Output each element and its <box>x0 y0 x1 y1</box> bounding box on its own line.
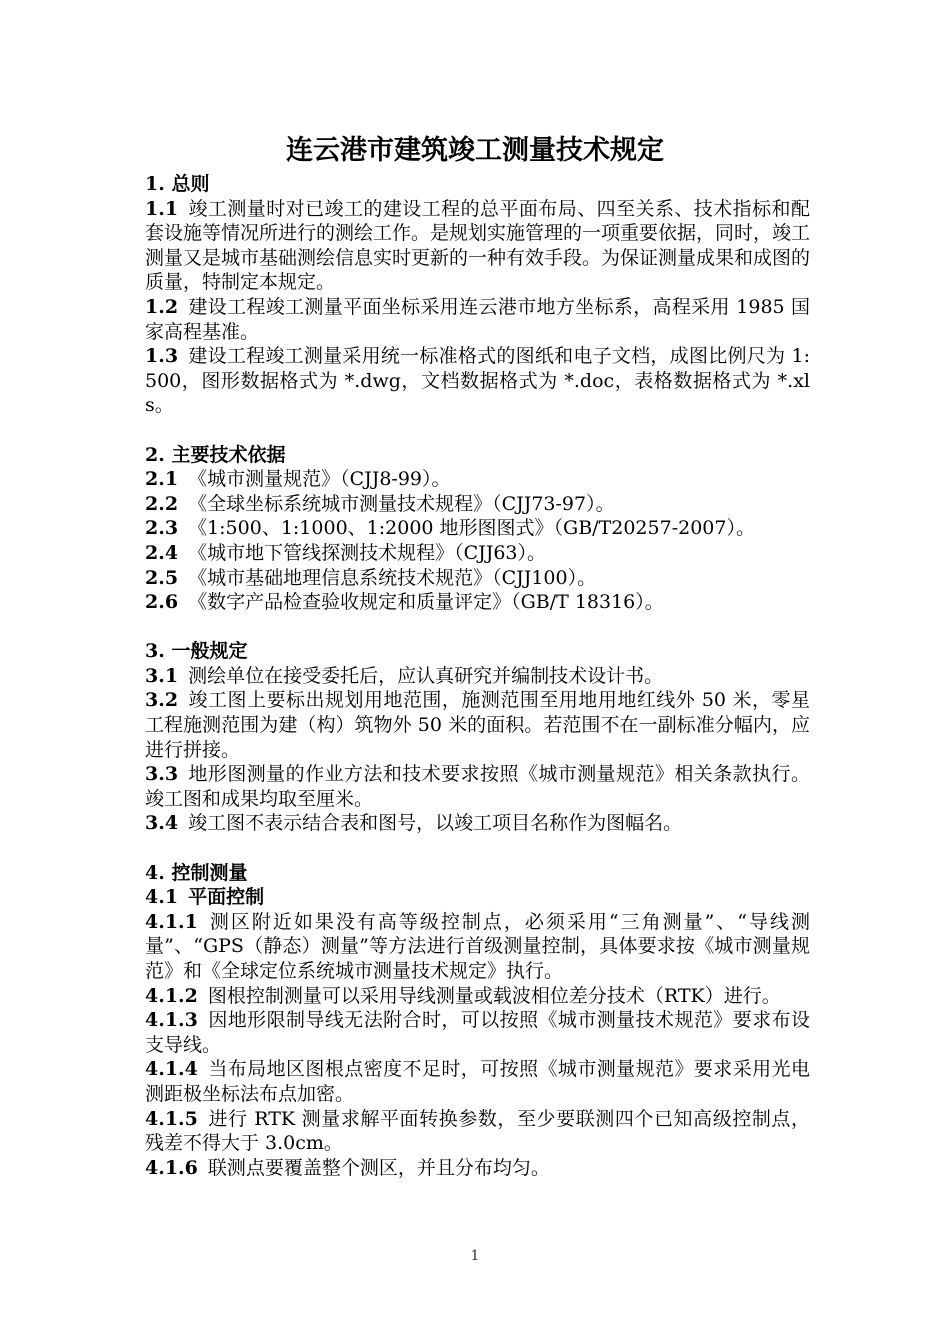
clause-number: 3.4 <box>145 812 179 835</box>
clause-number: 1.1 <box>145 197 179 220</box>
document-body <box>145 172 810 1180</box>
clause-text: 联测点要覆盖整个测区，并且分布均匀。 <box>207 1156 550 1179</box>
subsection-4-1 <box>145 885 810 910</box>
paragraph-4-1-4 <box>145 1057 810 1106</box>
clause-number: 2.2 <box>145 492 179 515</box>
paragraph-2-4 <box>145 541 810 566</box>
clause-number: 3.2 <box>145 689 179 712</box>
clause-text: 建设工程竣工测量平面坐标采用连云港市地方坐标系，高程采用 1985 国家高程基准。 <box>145 295 810 343</box>
clause-text: 《城市地下管线探测技术规程》（CJJ63）。 <box>188 541 547 564</box>
subsection-heading: 平面控制 <box>188 886 265 909</box>
clause-number: 4.1.4 <box>145 1058 198 1081</box>
paragraph-1-3 <box>145 344 810 418</box>
paragraph-3-1 <box>145 664 810 689</box>
clause-text: 《城市测量规范》（CJJ8-99）。 <box>188 468 451 491</box>
clause-number: 2.3 <box>145 517 179 540</box>
clause-number: 1.3 <box>145 345 179 368</box>
clause-text: 地形图测量的作业方法和技术要求按照《城市测量规范》相关条款执行。竣工图和成果均取至厘米。 <box>145 763 810 810</box>
paragraph-3-3 <box>145 762 810 811</box>
clause-text: 《1:500、1:1000、1:2000 地形图图式》（GB/T20257-2007）。 <box>188 517 755 540</box>
clause-number: 4.1.2 <box>145 984 198 1007</box>
paragraph-4-1-6 <box>145 1156 810 1181</box>
paragraph-2-1 <box>145 467 810 492</box>
clause-text: 建设工程竣工测量采用统一标准格式的图纸和电子文档，成图比例尺为 1:500，图形数据格式为 *.dwg，文档数据格式为 *.doc，表格数据格式为 *.xls。 <box>145 345 810 417</box>
clause-number: 2.5 <box>145 566 179 589</box>
clause-text: 图根控制测量可以采用导线测量或载波相位差分技术（RTK）进行。 <box>207 984 781 1007</box>
clause-text: 竣工测量时对已竣工的建设工程的总平面布局、四至关系、技术指标和配套设施等情况所进行的测绘工作。是规划实施管理的一项重要依据，同时，竣工测量又是城市基础测绘信息实时更新的一种有效手段。为保证测量成果和成图的质量，特制定本规定。 <box>145 197 811 294</box>
clause-text: 因地形限制导线无法附合时，可以按照《城市测量技术规范》要求布设支导线。 <box>145 1009 810 1056</box>
paragraph-2-3 <box>145 516 810 541</box>
page-number: 1 <box>470 1248 480 1264</box>
clause-text: 竣工图上要标出规划用地范围，施测范围至用地用地红线外 50 米，零星工程施测范围为建（构）筑物外 50 米的面积。若范围不在一副标准分幅内，应进行拼接。 <box>145 689 810 761</box>
clause-number: 3.3 <box>145 763 179 786</box>
paragraph-4-1-5 <box>145 1107 810 1156</box>
clause-number: 2.6 <box>145 591 179 614</box>
section-4-heading: 4. 控制测量 <box>145 861 248 884</box>
paragraph-2-2 <box>145 492 810 517</box>
clause-text: 《全球坐标系统城市测量技术规程》（CJJ73-97）。 <box>188 492 615 515</box>
section-1-heading: 1. 总则 <box>145 173 210 195</box>
clause-number: 4.1 <box>145 886 179 909</box>
clause-number: 4.1.6 <box>145 1156 198 1179</box>
paragraph-4-1-2 <box>145 984 810 1009</box>
clause-text: 测区附近如果没有高等级控制点，必须采用“三角测量”、“导线测量”、“GPS（静态）测量”等方法进行首级测量控制，具体要求按《城市测量规范》和《全球定位系统城市测量技术规定》执行。 <box>145 910 810 982</box>
paragraph-2-5 <box>145 566 810 591</box>
paragraph-1-1 <box>145 197 810 295</box>
document-title: 连云港市建筑竣工测量技术规定 <box>286 135 664 166</box>
clause-number: 4.1.3 <box>145 1009 198 1032</box>
clause-number: 3.1 <box>145 664 179 687</box>
clause-text: 当布局地区图根点密度不足时，可按照《城市测量规范》要求采用光电测距极坐标法布点加密。 <box>145 1058 810 1105</box>
clause-text: 《城市基础地理信息系统技术规范》（CJJ100）。 <box>188 566 597 589</box>
clause-number: 4.1.1 <box>145 910 198 933</box>
section-2-heading: 2. 主要技术依据 <box>145 443 286 466</box>
clause-text: 《数字产品检查验收规定和质量评定》（GB/T 18316）。 <box>188 591 664 614</box>
clause-number: 2.1 <box>145 468 179 491</box>
clause-number: 1.2 <box>145 295 179 318</box>
clause-text: 竣工图不表示结合表和图号，以竣工项目名称作为图幅名。 <box>188 812 683 835</box>
clause-text: 进行 RTK 测量求解平面转换参数，至少要联测四个已知高级控制点，残差不得大于 3.0cm。 <box>145 1107 810 1155</box>
paragraph-4-1-3 <box>145 1008 810 1057</box>
paragraph-2-6 <box>145 590 810 615</box>
paragraph-3-4 <box>145 811 810 836</box>
clause-text: 测绘单位在接受委托后，应认真研究并编制技术设计书。 <box>188 664 664 687</box>
clause-number: 2.4 <box>145 541 179 564</box>
clause-number: 4.1.5 <box>145 1107 198 1130</box>
paragraph-3-2 <box>145 688 810 762</box>
paragraph-4-1-1 <box>145 910 810 984</box>
paragraph-1-2 <box>145 295 810 344</box>
section-3-heading: 3. 一般规定 <box>145 640 248 663</box>
